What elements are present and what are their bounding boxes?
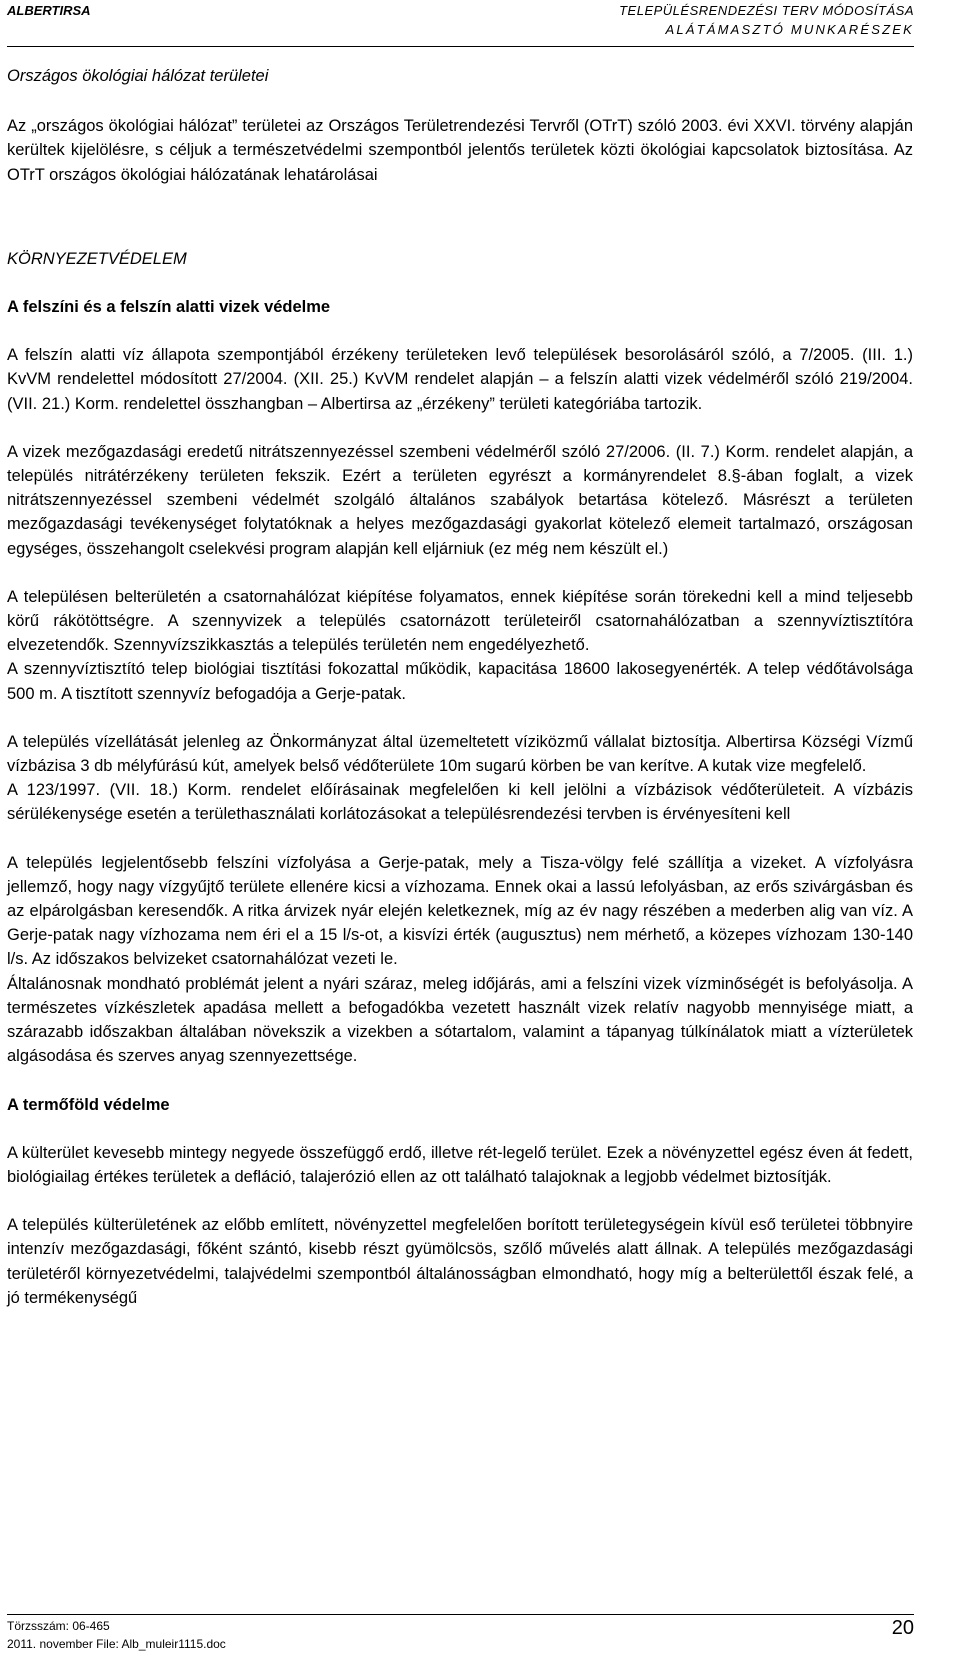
soil-protection-title: A termőföld védelme xyxy=(7,1095,170,1114)
paragraph-sewage-plant: A szennyvíztisztító telep biológiai tisztítási fokozattal működik, kapacitása 18600 lakosegyenérték. A telep védőtávolsága 500 m. A tisztított szennyvíz befogadója a Gerje-patak. xyxy=(7,660,913,703)
paragraph-sewer-network: A településen belterületén a csatornahálózat kiépítése folyamatos, ennek kiépítése során törekedni kell a mind teljesebb körű rákötöttségre. A szennyvizek a település csatornázott területeiről csatornahálózatban a szennyvíztisztítóra elvezetendők. Szennyvízszikkasztás a település területén nem engedélyezhető. xyxy=(7,587,913,655)
ecology-section-title: Országos ökológiai hálózat területei xyxy=(7,67,269,85)
page-footer xyxy=(7,1614,914,1651)
document-body xyxy=(7,64,913,1310)
paragraph-agricultural-land: A település külterületének az előbb említett, növényzettel megfelelően borított területegységein kívül eső területei többnyire intenzív mezőgazdasági, főként szántó, kisebb részt gyümölcsös, szőlő művelés alatt állnak. A település mezőgazdasági területéről környezetvédelmi, talajvédelmi szempontból általánosságban elmondható, hogy míg a belterülettől észak felé, a jó termékenységű xyxy=(7,1216,913,1307)
paragraph-gerje-stream: A település legjelentősebb felszíni vízfolyása a Gerje-patak, mely a Tisza-völgy felé szállítja a vizeket. A vízfolyásra jellemző, hogy nagy vízgyűjtő területe ellenére kicsi a vízhozama. Ennek okai a lassú lefolyásban, az erős szivárgásban és az elpárolgásban keresendők. A ritka árvizek nyár elején keletkeznek, míg az év nagy részében a mederben alig van víz. A Gerje-patak nagy vízhozama nem éri el a 15 l/s-ot, a kisvízi érték (augusztus) nem mérhető, a közepes vízhozam 130-140 l/s. Az időszakos belvizeket csatornahálózat vezeti le. xyxy=(7,853,913,969)
page-number: 20 xyxy=(891,1617,914,1639)
paragraph-water-protection-zones: A 123/1997. (VII. 18.) Korm. rendelet előírásainak megfelelően ki kell jelölni a vízbázisok védőterületeit. A vízbázis sérülékenysége esetén a területhasználati korlátozásokat a településrendezési tervben is érvényesíteni kell xyxy=(7,781,913,824)
paragraph-forest-pasture: A külterület kevesebb mintegy negyede összefüggő erdő, illetve rét-legelő terület. Ezek a növényzettel egész éven át fedett, biológiailag értékes területek a defláció, talajerózió ellen az ott található talajoknak a legjobb védelmet biztosítják. xyxy=(7,1143,913,1186)
paragraph-water-quality: Általánosnak mondható problémát jelent a nyári száraz, meleg időjárás, ami a felszíni vizek vízminőségét is befolyásolja. A természetes vízkészletek apadása mellett a befogadókba vezetett használt vizek relatív nagyobb mennyisége miatt, a szárazabb időszakban általában növekszik a vizekben a sótartalom, valamint a tápanyag túlkínálatok miatt a vízterületek algásodása és szerves anyag szennyezettsége. xyxy=(7,974,913,1066)
paragraph-nitrate: A vizek mezőgazdasági eredetű nitrátszennyezéssel szembeni védelméről szóló 27/2006. (II. 7.) Korm. rendelet alapján, a település nitrátérzékeny területen fekszik. Ezért a területen egyrészt a kormányrendelet 8.§-ában foglalt, a vizek nitrátszennyezéssel szembeni védelmét szolgáló általános szabályok betartása kötelező. Másrészt a területen mezőgazdasági tevékenységet folytatóknak a helyes mezőgazdasági gyakorlat kötelező elemeit tartalmazó, országosan egységes, összehangolt cselekvési program alapján kell eljárniuk (ez még nem készült el.) xyxy=(7,442,913,558)
paragraph-groundwater: A felszín alatti víz állapota szempontjából érzékeny területeken levő települések besorolásáról szóló, a 7/2005. (III. 1.) KvVM rendelettel módosított 27/2004. (XII. 25.) KvVM rendelet alapján – a felszín alatti vizek védelméről szóló 219/2004. (VII. 21.) Korm. rendelettel összhangban – Albertirsa az „érzékeny” területi kategóriába tartozik. xyxy=(7,346,913,413)
footer-registry-number: Törzsszám: 06-465 xyxy=(7,1619,110,1633)
water-protection-title: A felszíni és a felszín alatti vizek védelme xyxy=(7,298,331,317)
header-document-subtitle: ALÁTÁMASZTÓ MUNKARÉSZEK xyxy=(665,22,914,37)
footer-info xyxy=(7,1617,226,1653)
paragraph-water-supply: A település vízellátását jelenleg az Önkormányzat által üzemeltetett víziközmű vállalat biztosítja. Albertirsa Községi Vízmű vízbázisa 3 db mélyfúrású kút, amelyek belső védőterülete 10m sugarú körben be van kerítve. A kutak vize megfelelő. xyxy=(7,732,913,776)
ecology-paragraph: Az „országos ökológiai hálózat” területei az Országos Területrendezési Tervről (OTrT) szóló 2003. évi XXVI. törvény alapján kerültek kijelölésre, s céljuk a természetvédelmi szempontból jelentős területek közti ökológiai kapcsolatok biztosítása. Az OTrT országos ökológiai hálózatának lehatárolásai xyxy=(7,117,913,184)
environment-section-title: KÖRNYEZETVÉDELEM xyxy=(7,249,187,268)
header-municipality: ALBERTIRSA xyxy=(7,3,91,18)
header-document-title: TELEPÜLÉSRENDEZÉSI TERV MÓDOSÍTÁSA xyxy=(619,3,914,18)
page-header xyxy=(7,0,914,47)
footer-file-info: 2011. november File: Alb_muleir1115.doc xyxy=(7,1637,226,1651)
